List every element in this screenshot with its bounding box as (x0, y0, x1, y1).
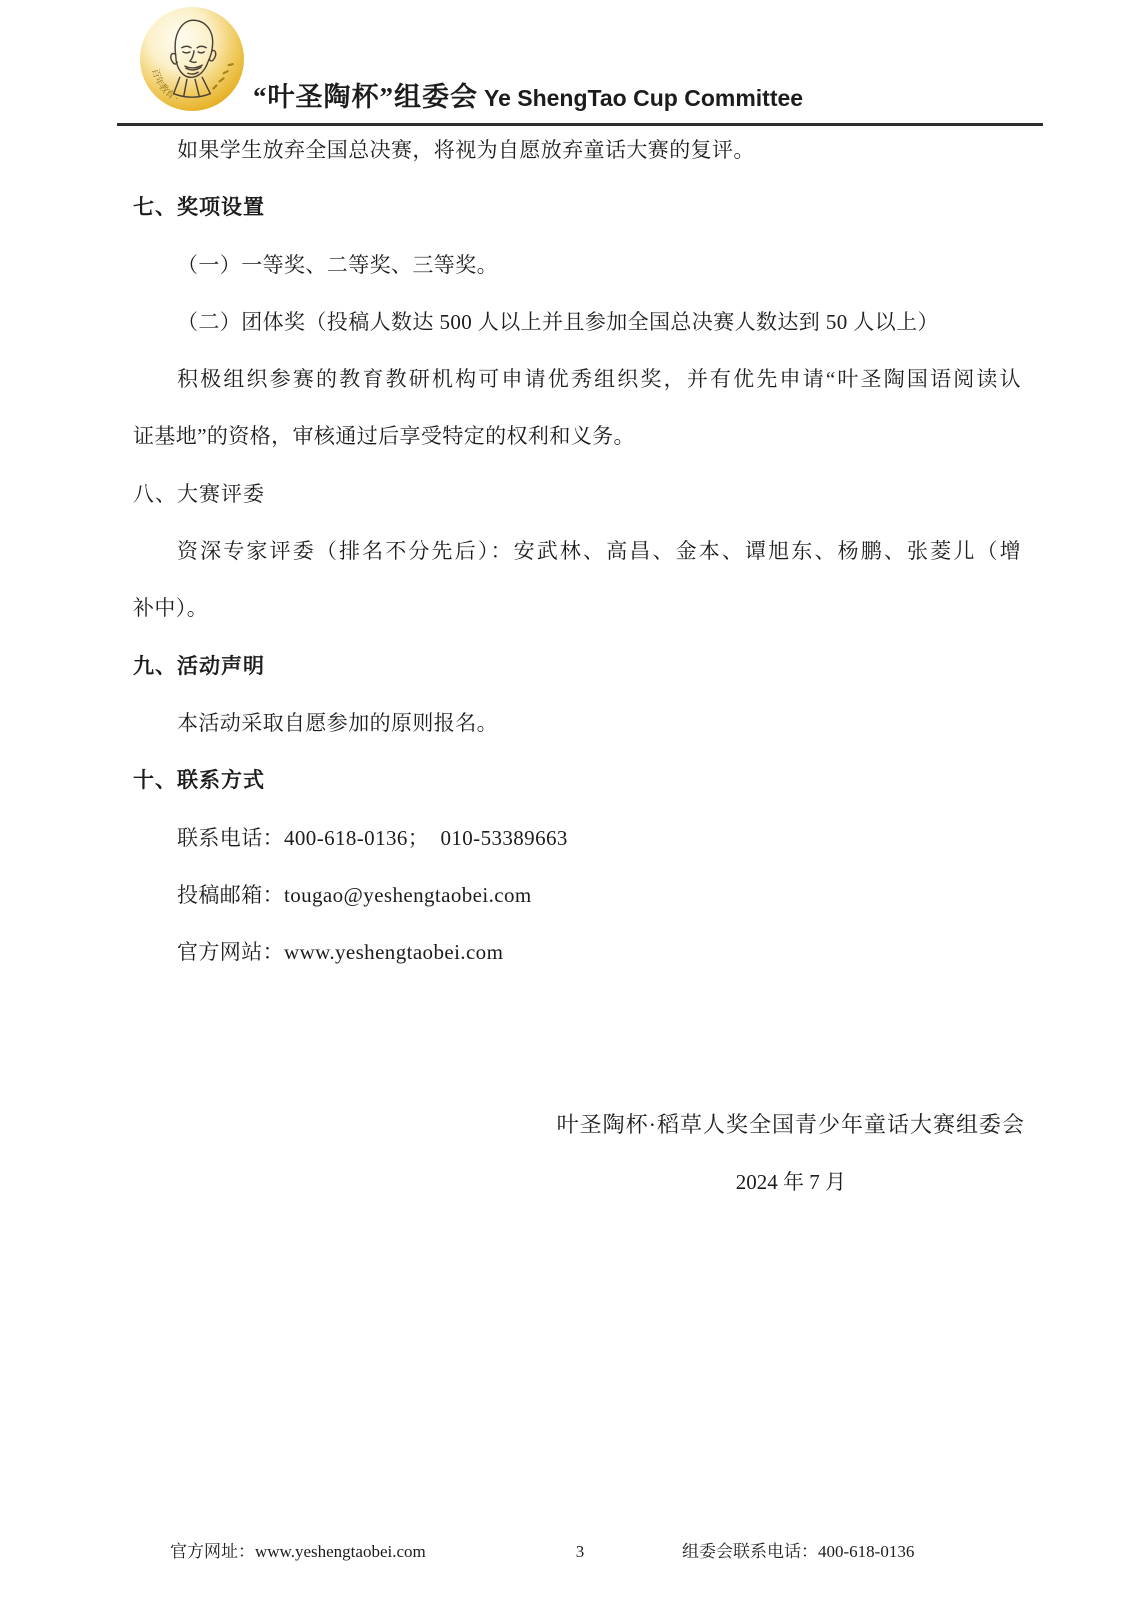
committee-title (253, 80, 803, 119)
footer-website: 官方网址：www.yeshengtaobei.com (170, 1542, 426, 1561)
contact-email-line: 投稿邮箱：tougao@yeshengtaobei.com (177, 882, 532, 907)
award-item-2: （二）团体奖（投稿人数达 500 人以上并且参加全国总决赛人数达到 50 人以上） (177, 309, 939, 334)
paragraph-org-award-line-2: 证基地”的资格，审核通过后享受特定的权利和义务。 (133, 424, 635, 449)
signature-organization: 叶圣陶杯·稻草人奖全国青少年童话大赛组委会 (556, 1112, 1025, 1137)
section-heading-8-judges: 八、大赛评委 (133, 481, 265, 506)
section-heading-10-contact: 十、联系方式 (133, 768, 265, 793)
section-heading-7-awards: 七、奖项设置 (133, 195, 265, 220)
document-body (133, 122, 1021, 981)
paragraph-judges-line-1: 资深专家评委（排名不分先后）：安武林、高昌、金本、谭旭东、杨鹏、张菱儿（增 (177, 539, 1021, 564)
signature-block (557, 1108, 1025, 1199)
paragraph-statement: 本活动采取自愿参加的原则报名。 (177, 710, 498, 735)
logo-graphic (139, 6, 245, 112)
footer-phone: 组委会联系电话：400-618-0136 (682, 1542, 915, 1561)
section-heading-9-statement: 九、活动声明 (133, 653, 265, 678)
contact-website-line: 官方网站：www.yeshengtaobei.com (177, 940, 504, 965)
paragraph-forfeit-note: 如果学生放弃全国总决赛，将视为自愿放弃童话大赛的复评。 (177, 138, 755, 162)
ye-shengtao-portrait-logo (139, 6, 245, 112)
award-item-1: （一）一等奖、二等奖、三等奖。 (177, 252, 498, 277)
logo-arc-text: 百年教育 · (150, 67, 181, 104)
contact-phone-line: 联系电话：400-618-0136； 010-53389663 (177, 825, 568, 850)
committee-title-zh: “叶圣陶杯”组委会 (253, 82, 478, 112)
committee-title-en: Ye ShengTao Cup Committee (484, 85, 804, 111)
paragraph-judges-line-2: 补中）。 (133, 596, 209, 621)
paragraph-org-award-line-1: 积极组织参赛的教育教研机构可申请优秀组织奖，并有优先申请“叶圣陶国语阅读认 (177, 367, 1021, 392)
footer-page-number: 3 (575, 1542, 585, 1561)
signature-date: 2024 年 7 月 (735, 1170, 846, 1194)
page-footer (0, 1540, 1131, 1564)
